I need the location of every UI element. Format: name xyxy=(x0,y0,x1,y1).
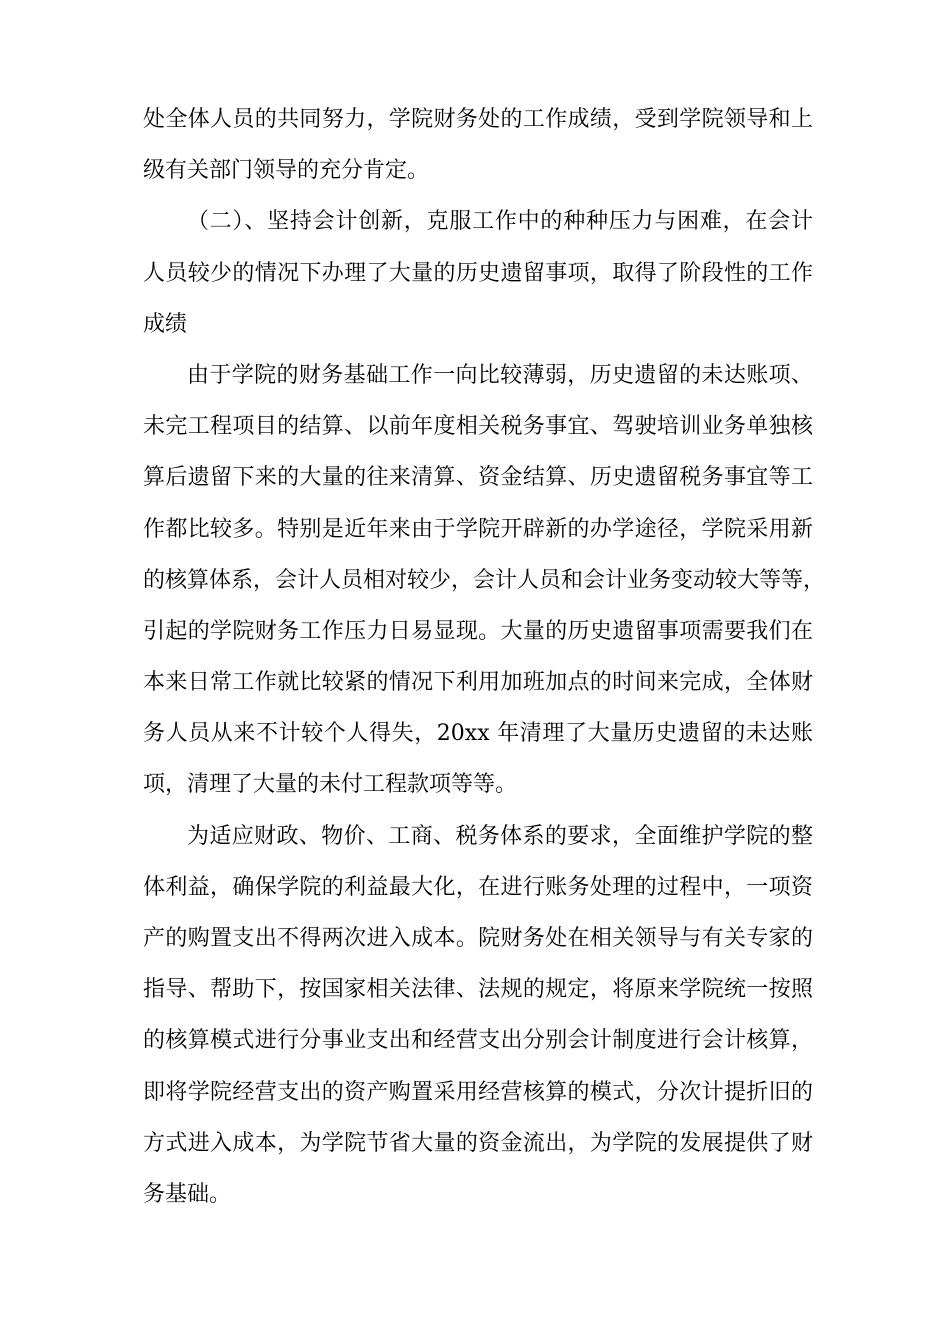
text-line: 务人员从来不计较个人得失，20xx 年清理了大量历史遗留的未达账 xyxy=(143,721,813,747)
text-line: 成绩 xyxy=(143,311,188,337)
paragraph-2-heading xyxy=(143,196,813,350)
text-line: （二）、坚持会计创新，克服工作中的种种压力与困难，在会计 xyxy=(187,209,813,235)
text-line: 项，清理了大量的未付工程款项等等。 xyxy=(143,772,518,798)
text-line: 本来日常工作就比较紧的情况下利用加班加点的时间来完成，全体财 xyxy=(143,670,813,696)
document-body xyxy=(143,94,826,1220)
text-line: 由于学院的财务基础工作一向比较薄弱，历史遗留的未达账项、 xyxy=(187,362,813,388)
text-line: 的核算体系，会计人员相对较少，会计人员和会计业务变动较大等等， xyxy=(143,567,826,593)
text-line: 的核算模式进行分事业支出和经营支出分别会计制度进行会计核算， xyxy=(143,1028,813,1054)
text-line: 引起的学院财务工作压力日易显现。大量的历史遗留事项需要我们在 xyxy=(143,618,813,644)
text-line: 作都比较多。特别是近年来由于学院开辟新的办学途径，学院采用新 xyxy=(143,516,813,542)
text-line: 算后遗留下来的大量的往来清算、资金结算、历史遗留税务事宜等工 xyxy=(143,465,813,491)
paragraph-4 xyxy=(143,811,813,1221)
text-line: 产的购置支出不得两次进入成本。院财务处在相关领导与有关专家的 xyxy=(143,926,813,951)
paragraph-1 xyxy=(143,94,813,196)
text-line: 为适应财政、物价、工商、税务体系的要求，全面维护学院的整 xyxy=(187,823,813,849)
text-line: 人员较少的情况下办理了大量的历史遗留事项，取得了阶段性的工作 xyxy=(143,260,813,286)
text-line: 处全体人员的共同努力，学院财务处的工作成绩，受到学院领导和上 xyxy=(143,107,813,132)
text-line: 级有关部门领导的充分肯定。 xyxy=(143,158,430,184)
text-line: 即将学院经营支出的资产购置采用经营核算的模式，分次计提折旧的 xyxy=(143,1079,813,1105)
text-line: 体利益，确保学院的利益最大化，在进行账务处理的过程中，一项资 xyxy=(143,874,813,900)
text-line: 方式进入成本，为学院节省大量的资金流出，为学院的发展提供了财 xyxy=(143,1130,813,1156)
text-line: 指导、帮助下，按国家相关法律、法规的规定，将原来学院统一按照 xyxy=(143,977,813,1003)
text-line: 务基础。 xyxy=(143,1181,232,1207)
text-line: 未完工程项目的结算、以前年度相关税务事宜、驾驶培训业务单独核 xyxy=(143,414,813,440)
paragraph-3 xyxy=(143,350,826,811)
